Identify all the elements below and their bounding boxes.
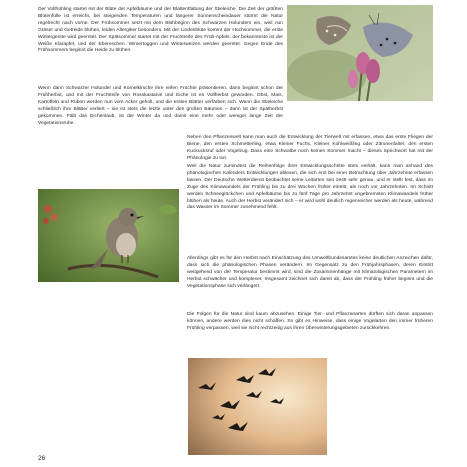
body-paragraph-6: Die Folgen für die Natur sind kaum abzusehen. Einige Tier- und Pflanzenarten dürften sich daran anpassen können, andere werden dies nicht schaffen. So gibt es Hinweise, dass einige Vogelarten den immer früheren Frühling verpassen, weil sie nicht rechtzeitig aus ihren Überwinterungsgebieten zurückkehren. — [187, 312, 433, 331]
flycatcher-photo — [38, 189, 179, 282]
body-paragraph-4: Weil die Natur zumindest die Reihenfolge ihrer Entwicklungsschritte stets einhält, kann man anhand des phänologischen Kalenders Entwicklungen ablesen, die sich erst bei einer Betrachtung über Jahrzehnte erfassen lassen. Der Deutsche Wetterdienst beobachtet seine Leitarten seit 1945 sehr genau, und er stellt fest, dass im Zuge des Klimawandels der Frühling bis zu drei Wochen früher eintritt, als noch vor Jahrzehnten. Im Schnitt werden Schneeglöckchen und Apfelbäume bis zu fünf Tage pro Jahrzehnt ungebremsten Klimawandels früher blühen als heute. Auch der Herbst verändert sich – er wird wohl deutlich regenreicher werden als heute, während das Wasser im Sommer zunehmend fehlt. — [187, 164, 433, 211]
body-paragraph-5: Allerdings gibt es für den Herbst nach Einschätzung des Umweltbundesamtes keine deutlichen Anzeichen dafür, dass sich die phänologischen Phasen verändern. Im Gegensatz zu den Frühjahrsphasen, deren Eintritt weitgehend von der Temperatur bestimmt wird, sind die Zusammenhänge mit klimatologischen Parametern im Herbst schwächer und komplexer. Insgesamt zeichnet sich damit ab, dass der Frühling früher beginnt und die Vegetationsphase sich verlängert. — [187, 256, 433, 289]
body-paragraph-2: Wenn dann Schwarzer Holunder und Kornelkirsche ihre reifen Früchte präsentieren, dann beginnt schon der Frühherbst, und mit der Fruchtreife von Rosskastanie und Eiche ist es Vollherbst geworden. Obst, Mais, Kartoffeln und Rüben werden nun vom Acker geholt, und die ersten Blätter verfärben sich. Wenn die Stieleiche schließlich ihre Blätter verliert – sie ist stets die letzte unter den großen Bäumen – dann ist der Spätherbst gekommen. Fällt das Eichenlaub, ist der Winter da und damit eine mehr oder weniger lange Zeit der Vegetationsruhe. — [38, 86, 283, 126]
body-paragraph-1: Der Vollfrühling startet mit der Blüte der Apfelbäume und der Blattentfaltung der Stieleiche. Die Zeit der größten Blütenfülle ist erreicht, bei steigenden Temperaturen und längerer Sonnenscheindauer stürmt die Natur regelrecht nach vorne. Der Frühsommer setzt mit dem Blühbeginn des Schwarzen Holunders ein, weil nun Gräser und Getreide blühen, leiden Allergiker besonders. Mit der Lindenblüte kommt der Hochsommer, die erste Wintergerste wird geerntet. Der Spätsommer startet mit der Fruchtreife des Früh-Apfels, der bekannteste ist der Weiße Klarapfel, und der Ebereschen. Wintertoggen und Winterweizen werden geerntet. Gegen Ende des Frühsommers beginnt die Heide zu blühen. — [38, 7, 283, 54]
body-paragraph-3: Neben den Pflanzenwelt kann man auch die Entwicklung der Tierwelt mit erfassen, etwa das erste Fliegen der Biene, den ersten Schmetterling, etwa Kleiner Fuchs, Kleiner Kohlweißling oder Zitronenfalter, den ersten Kuckucksruf oder Vogelzug. Dass eine Schwalbe noch keinen Sommer macht – dieses Sprichwort hat mit der Phänologie zu tun. — [187, 135, 433, 161]
butterfly-photo — [287, 5, 433, 101]
page-number: 26 — [38, 455, 46, 462]
migrating-birds-photo — [188, 358, 327, 455]
